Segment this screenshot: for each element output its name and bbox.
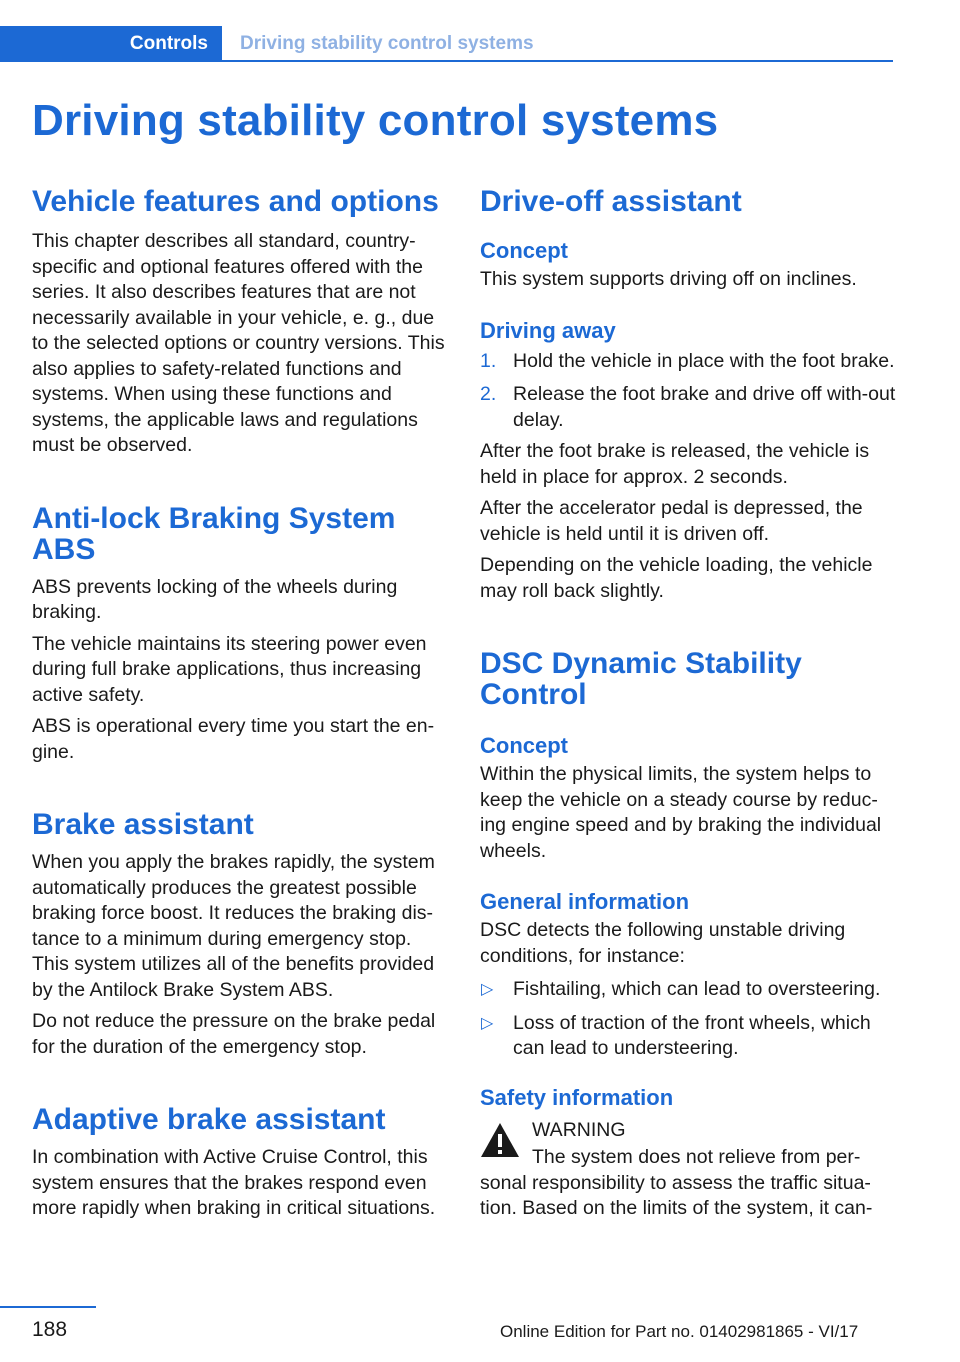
drive-off-paragraph: Depending on the vehicle loading, the vehicle may roll back slightly. [480, 554, 873, 602]
drive-off-concept-heading: Concept [480, 238, 568, 263]
brake-assistant-section [32, 809, 450, 1060]
dsc-section [480, 648, 896, 1222]
adaptive-brake-paragraph: In combination with Active Cruise Control, this system ensures that the brakes respond even more rapidly when braking in critical situations. [32, 1146, 436, 1219]
step-text: Hold the vehicle in place with the foot brake. [513, 349, 895, 372]
abs-heading: Anti-lock Braking System ABS [32, 501, 396, 566]
page-number: 188 [32, 1318, 68, 1341]
warning-label: WARNING [532, 1118, 626, 1141]
abs-paragraph: ABS prevents locking of the wheels during braking. [32, 575, 398, 623]
vehicle-features-body: This chapter describes all standard, country-specific and optional features offered with the series. It also describes features that are not necessarily available in your vehicle, e. g., due to the selected options or country versions. This also applies to safety-related functions and systems. When using these functions and systems, the applicable laws and regulations must be observed. [32, 230, 445, 456]
triangle-bullet-icon: ▷ [481, 1014, 494, 1032]
footer-rule [0, 1306, 96, 1308]
dsc-concept-heading: Concept [480, 733, 568, 758]
driving-away-heading: Driving away [480, 317, 616, 343]
triangle-bullet-icon: ▷ [481, 981, 494, 998]
general-information-body: DSC detects the following unstable driving conditions, for instance: [480, 919, 846, 967]
warning-block [480, 1118, 896, 1222]
dsc-heading: DSC Dynamic Stability Control [480, 647, 802, 711]
step-text: Release the foot brake and drive off with-out delay. [513, 383, 896, 431]
edition-note: Online Edition for Part no. 01402981865 - VI/17 [500, 1322, 859, 1341]
adaptive-brake-heading: Adaptive brake assistant [32, 1103, 386, 1136]
bullet-text: Fishtailing, which can lead to oversteering. [513, 978, 881, 1000]
abs-section [32, 503, 450, 766]
section-tab[interactable]: Controls [0, 26, 222, 62]
brake-assistant-heading: Brake assistant [32, 808, 254, 841]
safety-information-heading: Safety information [480, 1084, 674, 1110]
drive-off-section [480, 186, 896, 604]
list-item [480, 349, 896, 375]
warning-icon [480, 1122, 520, 1158]
step-number: 2. [480, 383, 497, 405]
vehicle-features-section [32, 186, 450, 459]
general-information-heading: General information [480, 889, 690, 914]
list-item [480, 1011, 896, 1062]
left-column [32, 180, 450, 1222]
drive-off-paragraph: After the accelerator pedal is depressed, the vehicle is held until it is driven off. [480, 497, 863, 545]
warning-text-rest: sonal responsibility to assess the traffic situa-tion. Based on the limits of the system, it can- [480, 1171, 873, 1219]
list-item [480, 977, 896, 1003]
header-rule [0, 60, 893, 62]
page-title: Driving stability control systems [32, 96, 719, 145]
right-column [480, 180, 896, 1222]
warning-text-first: The system does not relieve from per- [532, 1146, 861, 1168]
list-item [480, 382, 896, 433]
step-number: 1. [480, 349, 497, 372]
abs-paragraph: The vehicle maintains its steering power even during full brake applications, thus increasing active safety. [32, 632, 427, 706]
brake-assistant-paragraph: When you apply the brakes rapidly, the system automatically produces the greatest possible braking force boost. It reduces the braking dis-tance to a minimum during emergency stop. This system utilizes all of the benefits provided by the Antilock Brake System ABS. [32, 851, 435, 1001]
driving-away-steps [480, 349, 896, 434]
adaptive-brake-section [32, 1104, 450, 1222]
drive-off-heading: Drive-off assistant [480, 185, 742, 218]
vehicle-features-heading: Vehicle features and options [32, 185, 439, 218]
brake-assistant-paragraph: Do not reduce the pressure on the brake pedal for the duration of the emergency stop. [32, 1010, 436, 1058]
abs-paragraph: ABS is operational every time you start the en-gine. [32, 715, 435, 763]
drive-off-paragraph: After the foot brake is released, the vehicle is held in place for approx. 2 seconds. [480, 440, 870, 488]
bullet-text: Loss of traction of the front wheels, which can lead to understeering. [513, 1011, 871, 1059]
chapter-tab[interactable]: Driving stability control systems [240, 33, 534, 54]
running-header [0, 26, 893, 62]
dsc-concept-body: Within the physical limits, the system helps to keep the vehicle on a steady course by reduc-ing engine speed and by braking the individual wheels. [480, 763, 882, 862]
drive-off-concept-body: This system supports driving off on inclines. [480, 268, 857, 290]
unstable-conditions-list [480, 977, 896, 1062]
